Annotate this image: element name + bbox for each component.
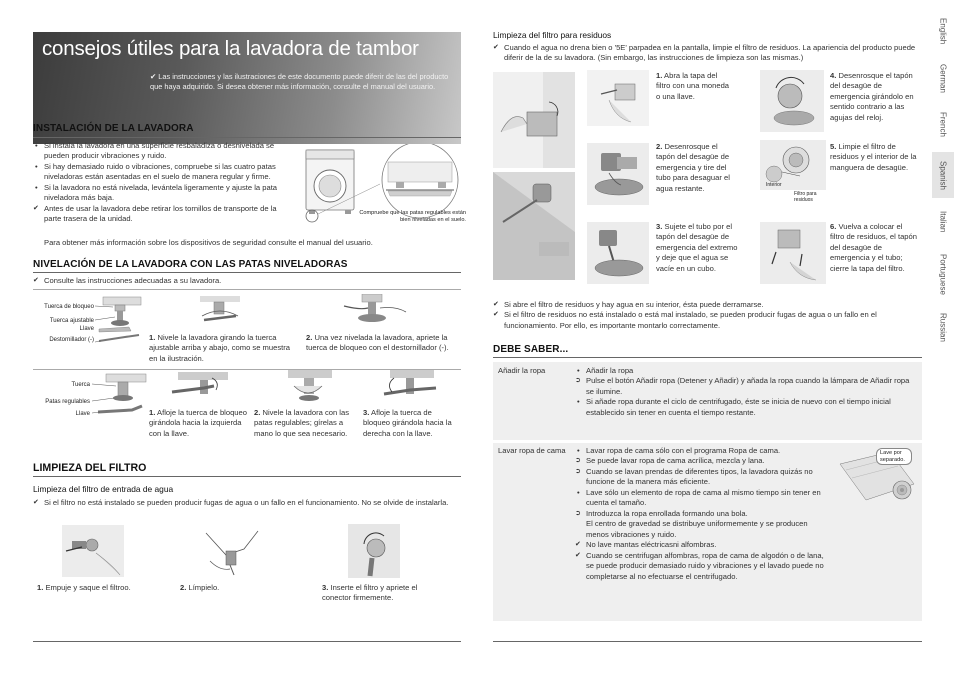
install-more: Para obtener más información sobre los dispositivos de seguridad consulte el manual del usuario. <box>44 238 373 247</box>
leveling-b-step2-illustration <box>282 370 338 410</box>
divider <box>33 476 461 477</box>
label-interior: Interior <box>766 182 782 188</box>
list-item: ✔ Antes de usar la lavadora debe retirar los tornillos de transporte de la parte trasera de la unidad. <box>33 204 295 225</box>
list-item: • Añadir la ropa <box>575 366 918 376</box>
debris-step-2: 2. Desenrosque el tapón del desagüe de emergencia y tire del tubo para desaguar el agua restante. <box>656 142 730 193</box>
list-item: ✔ No lave mantas eléctricasni alfombras. <box>575 540 827 550</box>
divider <box>33 272 461 273</box>
inlet-heading: Limpieza del filtro de entrada de agua <box>33 484 174 494</box>
list-item: ➲ Introduzca la ropa enrollada formando una bola. <box>575 509 827 519</box>
list-item: • Si hay demasiado ruido o vibraciones, compruebe si las cuatro patas niveladoras están asentadas en el suelo de manera regular y firme. <box>33 162 295 183</box>
install-caption: Compruebe que las patas regulables están bien niveladas en el suelo. <box>359 210 466 223</box>
language-tab-label: English <box>938 17 948 45</box>
install-list <box>33 141 295 225</box>
label-lock-nut: Tuerca de bloqueo <box>44 304 94 310</box>
language-tab-french[interactable] <box>932 104 954 144</box>
install-heading: INSTALACIÓN DE LA LAVADORA <box>33 123 194 134</box>
language-tab-russian[interactable] <box>932 304 954 350</box>
know-row-label: Añadir la ropa <box>498 366 546 375</box>
label-debris-filter: Filtro para residuos <box>794 191 817 203</box>
debris-step-6: 6. Vuelva a colocar el filtro de residuos, el tapón del desagüe de emergencia y el tubo; cierre la tapa del filtro. <box>830 222 917 273</box>
know-row-list <box>575 446 827 582</box>
leveling-step2-illustration <box>340 294 410 330</box>
inlet-step-1: 1. Empuje y saque el filtroo. <box>37 583 131 592</box>
language-tab-label: Italian <box>938 211 948 233</box>
language-tab-spanish[interactable] <box>932 152 954 198</box>
label-wrench: Llave <box>79 326 94 332</box>
debris-step-3: 3. Sujete el tubo por el tapón del desagüe de emergencia del extremo y deje que el agua se vacíe en un cubo. <box>656 222 738 273</box>
divider <box>493 641 922 642</box>
label-legs: Patas regulables <box>45 399 90 405</box>
list-item: • Si instala la lavadora en una superficie resbaladiza o desnivelada se pueden producir vibraciones y ruido. <box>33 141 295 162</box>
debris-step3-illustration <box>587 222 649 284</box>
language-tab-label: French <box>938 111 948 137</box>
debris-warnings <box>493 300 921 331</box>
know-heading: DEBE SABER... <box>493 344 569 355</box>
inlet-step1-illustration <box>62 525 124 577</box>
leveling-b-step-1: 1. Afloje la tuerca de bloqueo girándola hacia la izquierda con la llave. <box>149 408 247 438</box>
debris-heading: Limpieza del filtro para residuos <box>493 30 612 40</box>
label-nut: Tuerca <box>71 382 90 388</box>
divider <box>33 289 461 290</box>
debris-warning-2: ✔ Si el filtro de residuos no está instalado o está mal instalado, se pueden producir fugas de agua o un fallo en el funcionamiento. Por ello, es importante montarlo correctamente. <box>493 310 921 331</box>
inlet-step-2: 2. Límpielo. <box>180 583 220 592</box>
filter-heading: LIMPIEZA DEL FILTRO <box>33 462 147 474</box>
language-tab-italian[interactable] <box>932 202 954 242</box>
leveling-tools-illustration <box>95 295 145 355</box>
bedding-bubble: Lave por separado. <box>876 448 912 465</box>
inlet-note: ✔ Si el filtro no está instalado se pueden producir fugas de agua o un fallo en el funcionamiento. No se olvide de instalarla. <box>33 498 461 508</box>
debris-step6-illustration <box>760 222 826 284</box>
leveling-b-step-2: 2. Nivele la lavadora con las patas regulables; gírelas a mano lo que sea necesario. <box>254 408 349 438</box>
leveling-note: ✔ Consulte las instrucciones adecuadas a su lavadora. <box>33 276 453 286</box>
list-item: ✔ Cuando se centrifugan alfombras, ropa de cama de algodón o de lana, se puede producir demasiado ruido y vibraciones y el lavado puede no completarse al no efectuarse el centrifugado. <box>575 551 827 582</box>
debris-step1-illustration <box>587 70 649 126</box>
divider <box>33 641 461 642</box>
debris-overview-illustration <box>493 72 575 280</box>
know-row-list <box>575 366 918 418</box>
debris-step-4: 4. Desenrosque el tapón del desagüe de emergencia girándolo en sentido contrario a las agujas del reloj. <box>830 71 914 122</box>
debris-step-1: 1. Abra la tapa del filtro con una moneda o una llave. <box>656 71 730 101</box>
language-tab-english[interactable] <box>932 10 954 52</box>
language-tab-label: Spanish <box>938 160 948 190</box>
inlet-step2-illustration <box>200 525 264 577</box>
list-item: ➲ Pulse el botón Añadir ropa (Detener y Añadir) y añada la ropa cuando la lámpara de Añadir ropa se ilumine. <box>575 376 918 397</box>
list-item: • Lave sólo un elemento de ropa de cama al mismo tiempo sin tener en cuenta el tamaño. <box>575 488 827 509</box>
debris-note: ✔ Cuando el agua no drena bien o '5E' parpadea en la pantalla, limpie el filtro de residuos. La apariencia del producto puede diferir de la de su lavadora. (Sin embargo, las instrucciones de limpieza son las mismas.) <box>493 43 921 64</box>
debris-step4-illustration <box>760 70 824 132</box>
inlet-step-3: 3. Inserte el filtro y apriete el conector firmemente. <box>322 583 418 603</box>
leveling-a-step-1: 1. Nivele la lavadora girando la tuerca ajustable arriba y abajo, como se muestra en la ilustración. <box>149 333 290 363</box>
leveling-heading: NIVELACIÓN DE LA LAVADORA CON LAS PATAS NIVELADORAS <box>33 259 348 270</box>
language-tab-label: Russian <box>938 312 948 342</box>
leveling-a-step-2: 2. Una vez nivelada la lavadora, apriete la tuerca de bloqueo con el destornillador (-). <box>306 333 449 353</box>
leveling-b-step3-illustration <box>380 370 440 406</box>
page-title: consejos útiles para la lavadora de tambor <box>42 37 419 60</box>
list-item: ➲ Se puede lavar ropa de cama acrílica, mezcla y lana. <box>575 456 827 466</box>
label-screwdriver: Destornillador (-) <box>49 337 94 343</box>
know-row-label: Lavar ropa de cama <box>498 446 566 455</box>
leveling-b-step-3: 3. Afloje la tuerca de bloqueo girándola hacia la derecha con la llave. <box>363 408 452 438</box>
list-item: ➲ Cuando se lavan prendas de diferentes tipos, la lavadora quizás no funcione de la manera más eficiente. <box>575 467 827 488</box>
language-tab-portuguese[interactable] <box>932 248 954 300</box>
list-item: • Si añade ropa durante el ciclo de centrifugado, éste se inicia de nuevo con el tiempo inicial establecido sin tener en cuenta el tiempo restante. <box>575 397 918 418</box>
label-adjust-nut: Tuerca ajustable <box>49 318 94 324</box>
title-note: ✔ Las instrucciones y las ilustraciones de este documento puede diferir de las del producto que haya adquirido. Si desea obtener más información, consulte el manual del usuario. <box>150 72 449 92</box>
debris-note-list <box>493 43 921 64</box>
debris-step2-illustration <box>587 143 649 205</box>
label-wrench-b: Llave <box>75 411 90 417</box>
language-tab-label: German <box>938 63 948 93</box>
inlet-note-list <box>33 498 461 508</box>
divider <box>493 357 922 358</box>
leveling-note-list <box>33 276 453 286</box>
list-item: El centro de gravedad se distribuye uniformemente y se producen menos vibraciones y ruido. <box>586 519 808 539</box>
debris-step-5: 5. Limpie el filtro de residuos y el interior de la manguera de desagüe. <box>830 142 917 172</box>
leveling-step1-illustration <box>190 296 250 326</box>
leveling-b-step1-illustration <box>170 372 232 406</box>
language-tab-label: Portuguese <box>938 253 948 295</box>
list-item: • Si la lavadora no está nivelada, levántela ligeramente y ajuste la pata niveladora más baja. <box>33 183 295 204</box>
inlet-step3-illustration <box>348 524 400 578</box>
divider <box>33 137 461 138</box>
debris-warning-1: ✔ Si abre el filtro de residuos y hay agua en su interior, ésta puede derramarse. <box>493 300 921 310</box>
list-item: • Lavar ropa de cama sólo con el programa Ropa de cama. <box>575 446 827 456</box>
leveling-b-tools-illustration <box>92 372 148 428</box>
language-tab-german[interactable] <box>932 56 954 100</box>
